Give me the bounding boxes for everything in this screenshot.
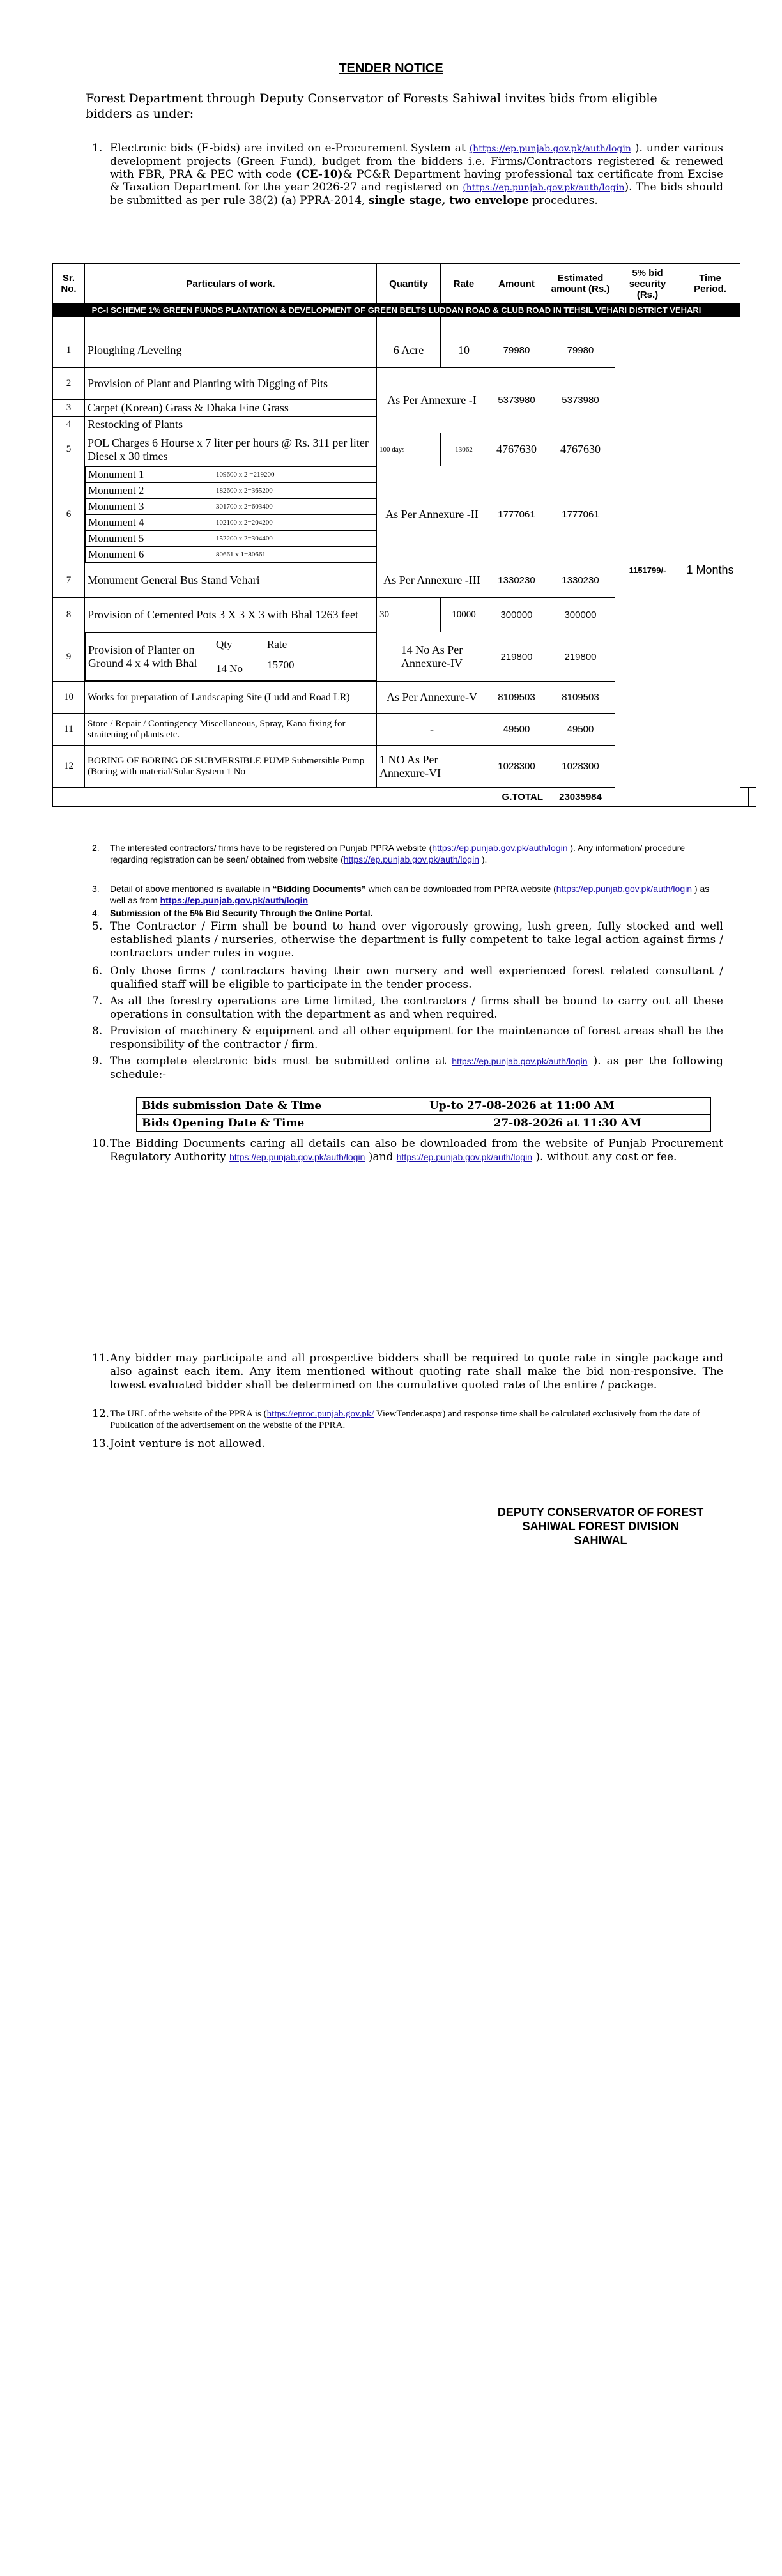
amount-cell: 49500 [487,714,546,746]
clause-text: procedures. [532,194,598,207]
qty-cell: 6 Acre [377,334,441,368]
work-cell: Monument General Bus Stand Vehari [85,564,377,598]
sr-cell: 6 [53,466,85,564]
sr-cell: 2 [53,368,85,400]
ppra-link[interactable]: https://ep.punjab.gov.pk/auth/login [432,843,568,853]
qty-cell: 1 NO As Per Annexure-VI [377,746,487,788]
monument-name: Monument 6 [86,547,213,563]
ppra-link[interactable]: https://ep.punjab.gov.pk/auth/login [160,895,309,905]
col-header-estimated: Estimated amount (Rs.) [546,264,615,304]
sr-cell: 9 [53,632,85,682]
clause-text: As all the forestry operations are time limited, the contractors / firms shall be bound to carry out all these operations in consultation with the department as and when required. [110,995,723,1021]
clause-text: Only those firms / contractors having their own nursery and well experienced forest related consultant / qualified staff will be eligible to participate in the tender process. [110,965,723,991]
clause-1 [92,142,724,207]
clause-text: which can be downloaded from PPRA website ( [365,884,556,894]
monument-breakdown [85,466,377,564]
monument-calc: 109600 x 2 =219200 [213,467,376,483]
clause-text: ). under various development projects (Green Fund), budget from the bidders i.e. Firms/Contractors registered & renewed with FBR, PRA & PEC with code [110,142,723,181]
clause-number: 2. [92,843,100,853]
signatory-division: SAHIWAL FOREST DIVISION [522,1520,679,1533]
clause-number: 1. [92,142,103,155]
amount-cell: 1330230 [487,564,546,598]
clause-5 [92,920,723,960]
work-cell: BORING OF BORING OF SUBMERSIBLE PUMP Submersible Pump (Boring with material/Solar System 1 No [85,746,377,788]
bid-schedule-table [136,1097,711,1132]
amount-cell: 300000 [487,598,546,632]
col-header-rate: Rate [441,264,487,304]
clause-number: 9. [92,1055,103,1068]
schedule-row [137,1098,711,1115]
work-cell: Carpet (Korean) Grass & Dhaka Fine Grass [85,400,377,417]
clause-10 [92,1137,723,1164]
monument-name: Monument 2 [86,483,213,499]
qty-value: 14 No [213,657,264,681]
scheme-banner-row [53,304,756,317]
sr-cell: 7 [53,564,85,598]
monument-calc: 301700 x 2=603400 [213,499,376,515]
estimate-cell: 79980 [546,334,615,368]
clause-6 [92,965,723,992]
clause-text: ). without any cost or fee. [532,1151,677,1163]
schedule-row [137,1115,711,1132]
clause-3 [92,883,723,906]
ppra-link[interactable]: https://ep.punjab.gov.pk/auth/login [452,1056,588,1066]
clause-text: Submission of the 5% Bid Security Through the Online Portal. [110,908,373,918]
clause-text: The complete electronic bids must be submitted online at [110,1055,452,1068]
scheme-banner: PC-I SCHEME 1% GREEN FUNDS PLANTATION & DEVELOPMENT OF GREEN BELTS LUDDAN ROAD & CLUB ROAD IN TEHSIL VEHARI DISTRICT VEHARI [53,304,740,317]
pec-code: (CE-10) [296,168,343,181]
grand-total-label: G.TOTAL [53,788,546,807]
clause-number: 13. [92,1438,110,1450]
qty-cell: 30 [377,598,441,632]
clause-text: ViewTender.aspx) and response time shall be calculated exclusively from the date of Publication of the advertisement on the website of the PPRA. [110,1409,700,1430]
monument-name: Monument 1 [86,467,213,483]
clause-text: ). as per the following schedule:- [110,1055,723,1081]
opening-label: Bids Opening Date & Time [137,1115,424,1132]
clause-text: ). Any information/ procedure regarding registration can be seen/ obtained from website ( [110,843,686,864]
clause-text: Electronic bids (E-bids) are invited on e-Procurement System at [110,142,466,155]
clause-text: The URL of the website of the PPRA is ( [110,1409,267,1419]
sr-cell: 12 [53,746,85,788]
clause-number: 5. [92,920,103,933]
estimate-cell: 8109503 [546,682,615,714]
amount-cell: 79980 [487,334,546,368]
qty-cell: As Per Annexure -III [377,564,487,598]
works-table [52,263,756,807]
signatory-title: DEPUTY CONSERVATOR OF FOREST [497,1506,704,1519]
opening-value: 27-08-2026 at 11:30 AM [424,1115,711,1132]
amount-cell: 1777061 [487,466,546,564]
sr-cell: 1 [53,334,85,368]
estimate-cell: 4767630 [546,433,615,466]
qty-cell: As Per Annexure-V [377,682,487,714]
bidding-documents-label: “Bidding Documents” [272,884,366,894]
clause-2 [92,842,723,865]
intro-text: Forest Department through Deputy Conservator of Forests Sahiwal invites bids from eligible bidders as under: [86,91,657,121]
spacer-row [53,317,756,334]
work-cell: Restocking of Plants [85,417,377,433]
amount-cell: 8109503 [487,682,546,714]
ppra-link[interactable]: https://ep.punjab.gov.pk/auth/login [396,1152,532,1162]
monument-calc: 80661 x 1=80661 [213,547,376,563]
qty-cell: - [377,714,487,746]
signature-block [447,1505,754,1547]
clause-text: The interested contractors/ firms have to be registered on Punjab PPRA website ( [110,843,433,853]
work-cell: Provision of Cemented Pots 3 X 3 X 3 with Bhal 1263 feet [85,598,377,632]
sr-cell: 8 [53,598,85,632]
sr-cell: 3 [53,400,85,417]
estimate-cell: 219800 [546,632,615,682]
monument-name: Monument 4 [86,515,213,531]
clause-number: 7. [92,995,103,1008]
rate-label: Rate [264,633,376,657]
clause-text: ) as well as from [110,884,710,905]
rate-value: 15700 [264,657,376,681]
amount-cell: 1028300 [487,746,546,788]
clause-7 [92,995,723,1022]
clause-text: Provision of machinery & equipment and all other equipment for the maintenance of forest areas shall be the responsibility of the contractor / firm. [110,1025,723,1051]
sr-cell: 11 [53,714,85,746]
qty-cell: As Per Annexure -II [377,466,487,564]
work-cell: Ploughing /Leveling [85,334,377,368]
time-period-cell: 1 Months [680,334,740,807]
page-title: TENDER NOTICE [339,61,443,75]
clause-12 [92,1407,723,1431]
eproc-link[interactable]: (https://ep.punjab.gov.pk/auth/login [463,183,625,193]
work-cell: Works for preparation of Landscaping Site (Ludd and Road LR) [85,682,377,714]
clause-text: ). The bids should be submitted as per rule 38(2) (a) PPRA-2014, [110,181,723,207]
planter-breakdown [85,632,377,682]
estimate-cell: 300000 [546,598,615,632]
submission-value: Up-to 27-08-2026 at 11:00 AM [424,1098,711,1115]
clause-number: 8. [92,1025,103,1038]
estimate-cell: 5373980 [546,368,615,433]
work-cell: Store / Repair / Contingency Miscellaneous, Spray, Kana fixing for straitening of plants etc. [85,714,377,746]
clause-text: The Bidding Documents caring all details can also be downloaded from the website of Punjab Procurement Regulatory Authority [110,1137,723,1163]
monument-calc: 102100 x 2=204200 [213,515,376,531]
signatory-location: SAHIWAL [574,1534,627,1547]
ppra-link[interactable]: https://ep.punjab.gov.pk/auth/login [556,884,693,894]
amount-cell: 5373980 [487,368,546,433]
clause-9 [92,1055,723,1082]
estimate-cell: 1777061 [546,466,615,564]
monument-calc: 152200 x 2=304400 [213,531,376,547]
ppra-link[interactable]: https://ep.punjab.gov.pk/auth/login [343,854,479,864]
qty-label: Qty [213,633,264,657]
work-cell: Provision of Planter on Ground 4 x 4 with Bhal [86,633,213,681]
clause-text: Joint venture is not allowed. [110,1438,265,1450]
qty-cell: 14 No As Per Annexure-IV [377,632,487,682]
monument-name: Monument 3 [86,499,213,515]
monument-name: Monument 5 [86,531,213,547]
ppra-link[interactable]: https://ep.punjab.gov.pk/auth/login [229,1152,365,1162]
rate-cell: 10000 [441,598,487,632]
rate-cell: 10 [441,334,487,368]
clause-11 [92,1352,723,1392]
sr-cell: 4 [53,417,85,433]
clause-number: 12. [92,1407,110,1420]
col-header-sr: Sr. No. [53,264,85,304]
grand-total-value: 23035984 [546,788,615,807]
work-cell: POL Charges 6 Hourse x 7 liter per hours @ Rs. 311 per liter Diesel x 30 times [85,433,377,466]
clause-4 [92,907,723,919]
clause-number: 3. [92,884,100,894]
clause-8 [92,1025,723,1052]
table-header-row [53,264,756,304]
clause-number: 6. [92,965,103,977]
clause-text: & PC&R Department having professional tax certificate from Excise & Taxation Department for the year 2026-27 and registered on [110,168,724,194]
clause-number: 10. [92,1137,110,1150]
col-header-particulars: Particulars of work. [85,264,377,304]
table-row [53,334,756,368]
col-header-bid-security: 5% bid security (Rs.) [615,264,680,304]
qty-cell: As Per Annexure -I [377,368,487,433]
submission-label: Bids submission Date & Time [137,1098,424,1115]
amount-cell: 4767630 [487,433,546,466]
eproc-link[interactable]: https://eproc.punjab.gov.pk/ [266,1409,374,1419]
clause-number: 4. [92,908,100,918]
monument-calc: 182600 x 2=365200 [213,483,376,499]
clause-13 [92,1438,723,1451]
col-header-quantity: Quantity [377,264,441,304]
clause-number: 11. [92,1352,110,1365]
estimate-cell: 1330230 [546,564,615,598]
amount-cell: 219800 [487,632,546,682]
clause-text: Detail of above mentioned is available in [110,884,273,894]
col-header-amount: Amount [487,264,546,304]
clause-text: )and [365,1151,397,1163]
clause-text: Any bidder may participate and all prospective bidders shall be required to quote rate in single package and also against each item. Any item mentioned without quoting rate shall make the bid non-responsive. The lowest evaluated bidder shall be determined on the cumulative quoted rate of the entire / package. [110,1352,723,1392]
procedure-emphasis: single stage, two envelope [368,194,529,207]
sr-cell: 5 [53,433,85,466]
qty-cell: 100 days [377,433,441,466]
work-cell: Provision of Plant and Planting with Digging of Pits [85,368,377,400]
bid-security-cell: 1151799/- [615,334,680,807]
rate-cell: 13062 [441,433,487,466]
estimate-cell: 1028300 [546,746,615,788]
eproc-link[interactable]: (https://ep.punjab.gov.pk/auth/login [469,144,631,154]
estimate-cell: 49500 [546,714,615,746]
clause-text: The Contractor / Firm shall be bound to hand over vigorously growing, lush green, fully stocked and well established plants / nurseries, otherwise the department is fully competent to take legal action against firms / contractors under rules in vogue. [110,920,723,960]
sr-cell: 10 [53,682,85,714]
col-header-time: Time Period. [680,264,740,304]
clause-text: ). [479,854,487,864]
